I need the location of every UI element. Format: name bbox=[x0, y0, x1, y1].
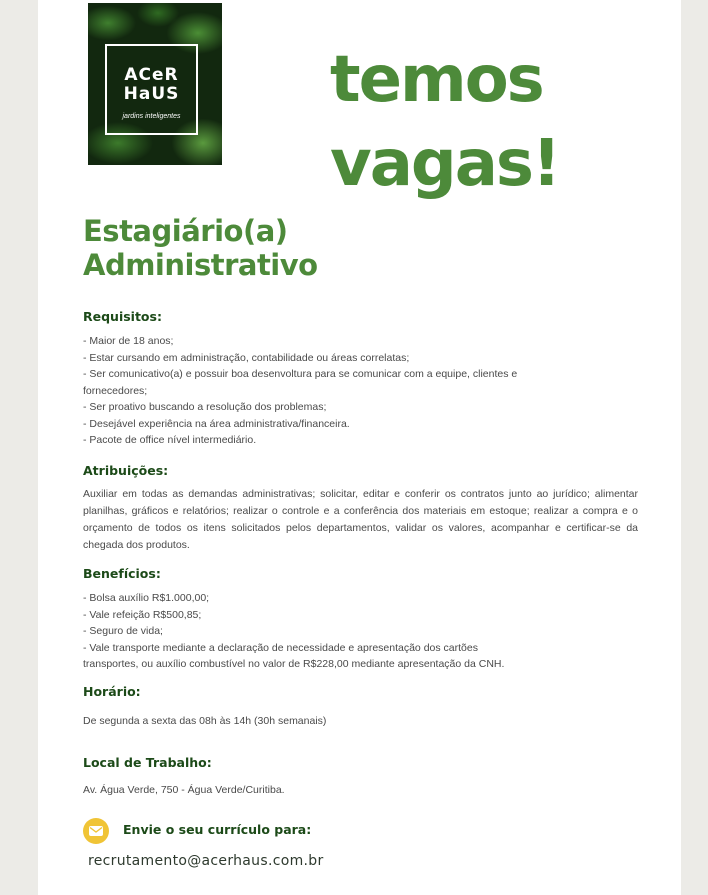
list-item: - Ser comunicativo(a) e possuir boa desenvoltura para se comunicar com a equipe, clientes e bbox=[83, 368, 518, 380]
job-title bbox=[83, 214, 318, 282]
beneficios-heading: Benefícios: bbox=[83, 566, 161, 581]
send-cv-label: Envie o seu currículo para: bbox=[123, 822, 312, 837]
logo-tagline: jardins inteligentes bbox=[122, 113, 181, 120]
atribuicoes-paragraph: Auxiliar em todas as demandas administrativas; solicitar, editar e conferir os contratos junto ao jurídico; alimentar planilhas, gráficos e relatórios; realizar o controle e a conferência dos materiais em estoque; realizar a compra e o orçamento de todos os itens solicitados pelos departamentos, validar os valores, acompanhar e certificar-se da chegada dos produtos. bbox=[83, 488, 638, 551]
logo-frame bbox=[105, 44, 198, 135]
list-item: - Vale refeição R$500,85; bbox=[83, 608, 202, 621]
list-item: - Pacote de office nível intermediário. bbox=[83, 434, 257, 446]
requisitos-heading: Requisitos: bbox=[83, 309, 162, 324]
job-flyer bbox=[38, 0, 681, 895]
beneficios-list bbox=[83, 590, 638, 673]
list-item: - Estar cursando em administração, contabilidade ou áreas correlatas; bbox=[83, 351, 410, 364]
atribuicoes-text bbox=[83, 486, 638, 554]
requisitos-list bbox=[83, 333, 638, 449]
horario-value: De segunda a sexta das 08h às 14h (30h semanais) bbox=[83, 715, 327, 727]
horario-heading: Horário: bbox=[83, 684, 141, 699]
headline-line2: vagas! bbox=[330, 127, 560, 201]
mail-icon bbox=[83, 818, 109, 844]
list-item: fornecedores; bbox=[83, 384, 148, 397]
logo-name-line1: ACeR bbox=[124, 65, 179, 85]
list-item: transportes, ou auxílio combustível no valor de R$228,00 mediante apresentação da CNH. bbox=[83, 658, 505, 670]
logo-name-line2: HaUS bbox=[123, 84, 180, 104]
job-title-line1: Estagiário(a) bbox=[83, 214, 288, 248]
recruitment-email-link[interactable]: recrutamento@acerhaus.com.br bbox=[88, 853, 324, 869]
list-item: - Vale transporte mediante a declaração de necessidade e apresentação dos cartões bbox=[83, 641, 478, 654]
local-heading: Local de Trabalho: bbox=[83, 755, 212, 770]
list-item: - Desejável experiência na área administrativa/financeira. bbox=[83, 417, 350, 430]
local-value: Av. Água Verde, 750 - Água Verde/Curitiba. bbox=[83, 784, 285, 796]
acer-haus-logo bbox=[88, 3, 222, 165]
headline bbox=[330, 38, 660, 206]
local-text bbox=[83, 782, 638, 799]
job-title-line2: Administrativo bbox=[83, 248, 318, 282]
list-item: - Maior de 18 anos; bbox=[83, 335, 174, 347]
list-item: - Seguro de vida; bbox=[83, 625, 163, 637]
list-item: - Bolsa auxílio R$1.000,00; bbox=[83, 592, 210, 604]
atribuicoes-heading: Atribuições: bbox=[83, 463, 169, 478]
horario-text bbox=[83, 713, 638, 730]
headline-line1: temos bbox=[330, 43, 543, 117]
list-item: - Ser proativo buscando a resolução dos problemas; bbox=[83, 401, 327, 413]
logo-name bbox=[107, 66, 196, 104]
